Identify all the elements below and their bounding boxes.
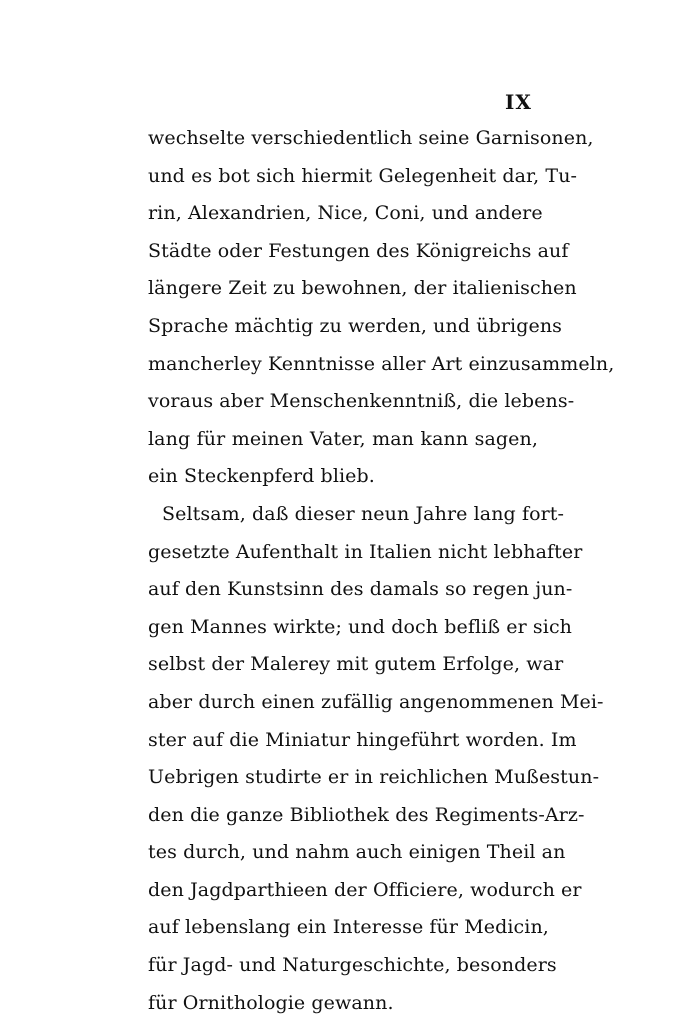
text-line: Seltsam, daß dieser neun Jahre lang fort- (162, 502, 565, 525)
text-line: rin, Alexandrien, Nice, Coni, und andere (148, 202, 543, 225)
body-text (148, 120, 615, 1022)
text-line: gen Mannes wirkte; und doch befliß er sich (148, 615, 573, 638)
text-line: auf lebenslang ein Interesse für Medicin, (148, 916, 549, 939)
text-line: aber durch einen zufällig angenommenen Mei- (148, 690, 604, 713)
text-line: tes durch, und nahm auch einigen Theil an (148, 841, 566, 864)
text-line: den Jagdparthieen der Officiere, wodurch er (148, 878, 582, 901)
text-line: für Ornithologie gewann. (148, 991, 394, 1014)
text-line: ein Steckenpferd blieb. (148, 465, 375, 488)
text-line: auf den Kunstsinn des damals so regen jun- (148, 578, 573, 601)
text-line: Uebrigen studirte er in reichlichen Mußestun- (148, 766, 600, 789)
text-line: gesetzte Aufenthalt in Italien nicht lebhafter (148, 540, 583, 563)
text-line: mancherley Kenntnisse aller Art einzusammeln, (148, 352, 615, 375)
text-line: den die ganze Bibliothek des Regiments-Arz- (148, 803, 585, 826)
text-line: selbst der Malerey mit gutem Erfolge, war (148, 653, 564, 676)
text-line: ster auf die Miniatur hingeführt worden. Im (148, 728, 577, 751)
text-line: wechselte verschiedentlich seine Garnisonen, (148, 127, 594, 149)
text-line: längere Zeit zu bewohnen, der italienischen (148, 277, 577, 300)
text-line: für Jagd- und Naturgeschichte, besonders (148, 954, 557, 977)
text-line: lang für meinen Vater, man kann sagen, (148, 427, 538, 450)
text-line: Städte oder Festungen des Königreichs auf (148, 239, 569, 262)
text-line: voraus aber Menschenkenntniß, die lebens- (148, 390, 575, 413)
page-number: IX (505, 90, 532, 114)
text-line: und es bot sich hiermit Gelegenheit dar, Tu- (148, 164, 578, 187)
text-line: Sprache mächtig zu werden, und übrigens (148, 314, 563, 337)
